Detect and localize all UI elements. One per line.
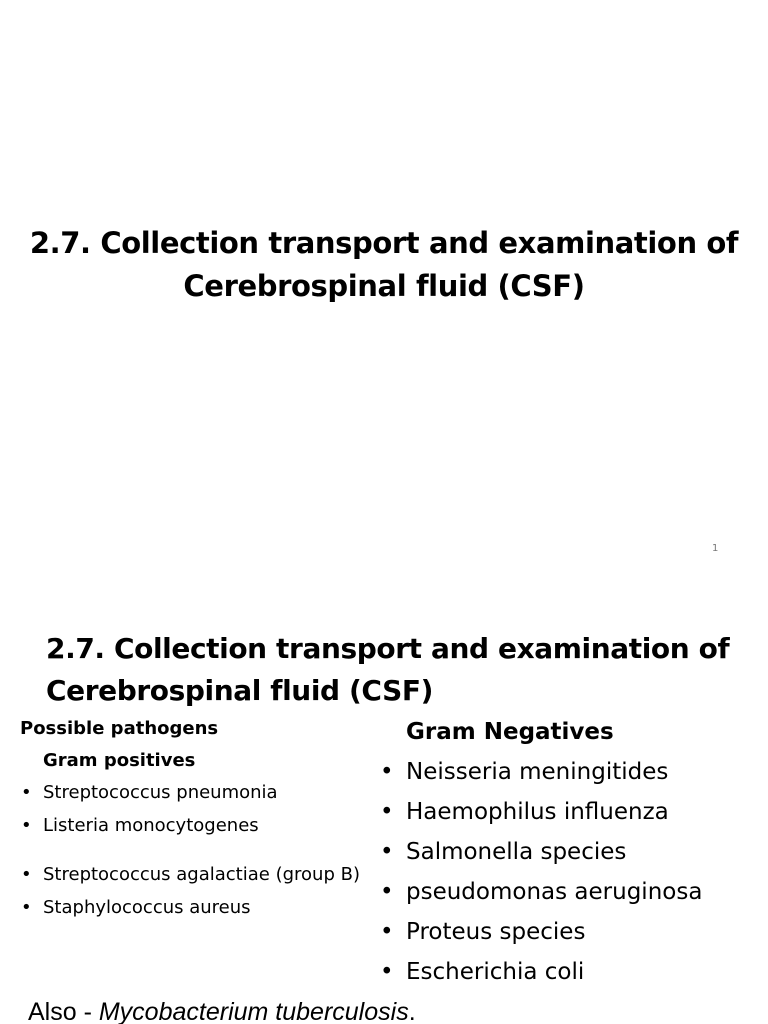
gram-positives-list-a xyxy=(20,780,370,846)
list-spacer xyxy=(20,846,370,862)
list-item: • Neisseria meningitides xyxy=(378,755,768,795)
list-item: • Salmonella species xyxy=(378,835,768,875)
list-item: • pseudomonas aeruginosa xyxy=(378,875,768,915)
list-item: • Escherichia coli xyxy=(378,955,768,995)
gram-positives-heading: Gram positives xyxy=(43,750,196,771)
gram-negatives-heading: Gram Negatives xyxy=(406,719,614,745)
possible-pathogens-heading: Possible pathogens xyxy=(20,718,219,739)
gram-negatives-column xyxy=(378,715,768,995)
gram-positives-list-b xyxy=(20,862,370,928)
list-item: • Listeria monocytogenes xyxy=(20,813,370,846)
slide-1-title: 2.7. Collection transport and examination of Cerebrospinal fluid (CSF) xyxy=(29,226,739,303)
list-item: • Streptococcus agalactiae (group B) xyxy=(20,862,370,895)
slide-2 xyxy=(0,600,768,1024)
list-item: • Streptococcus pneumonia xyxy=(20,780,370,813)
gram-positives-column xyxy=(20,716,370,928)
page-number: 1 xyxy=(712,543,719,554)
list-item: • Proteus species xyxy=(378,915,768,955)
footer-suffix: . xyxy=(408,998,416,1024)
list-item: • Staphylococcus aureus xyxy=(20,895,370,928)
gram-negatives-list xyxy=(378,755,768,995)
slide-2-title: 2.7. Collection transport and examination of Cerebrospinal fluid (CSF) xyxy=(46,632,730,707)
list-item: • Haemophilus influenza xyxy=(378,795,768,835)
footer-italic: Mycobacterium tuberculosis xyxy=(98,998,409,1024)
footer-prefix: Also - xyxy=(28,998,99,1024)
footer-note xyxy=(28,996,416,1024)
